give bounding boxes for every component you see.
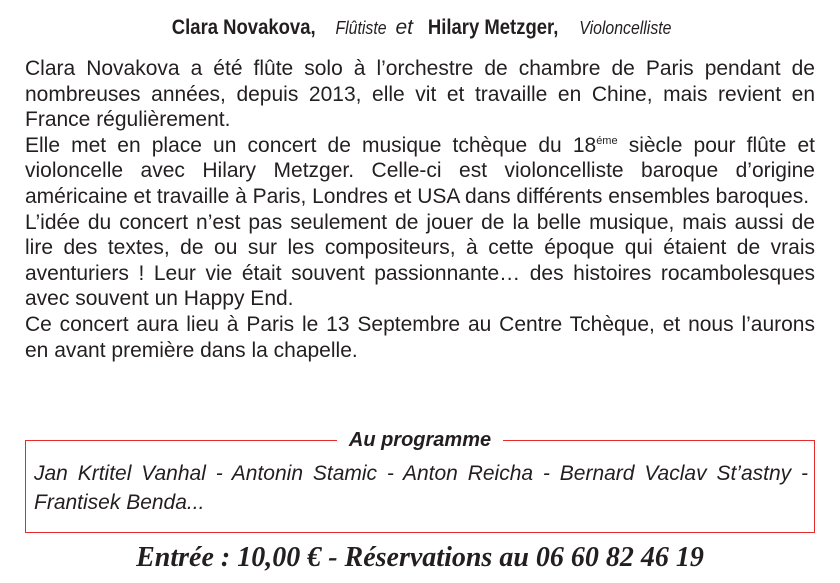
- ordinal-superscript: éme: [596, 134, 618, 147]
- performer-name-1: Clara Novakova,: [172, 16, 316, 39]
- paragraph-1: Clara Novakova a été flûte solo à l’orchestre de chambre de Paris pendant de nombreuses années, depuis 2013, elle vit et travaille en Chine, mais revient en France régulièrement.: [25, 57, 815, 132]
- performer-name-2: Hilary Metzger,: [427, 16, 559, 39]
- programme-box: [25, 429, 815, 533]
- performer-role-2: Violoncelliste: [579, 18, 672, 38]
- programme-title: Au programme: [337, 429, 503, 451]
- paragraph-2: [25, 133, 815, 210]
- header-line: [0, 14, 840, 42]
- programme-composers: Jan Krtitel Vanhal - Antonin Stamic - Anton Reicha - Bernard Vaclav St’astny - Frantisek Benda...: [34, 462, 808, 514]
- paragraph-2-start: Elle met en place un concert de musique tchèque du 18: [25, 133, 597, 157]
- reservation-footer: Entrée : 10,00 € - Réservations au 06 60 82 46 19: [136, 542, 704, 573]
- programme-title-wrapper: [26, 428, 814, 452]
- performer-role-1: Flûtiste: [335, 18, 387, 38]
- article-body: [25, 56, 815, 363]
- paragraph-2-end: siècle pour flûte et violoncelle avec Hilary Metzger. Celle-ci est violoncelliste baroque d’origine américaine et travaille à Paris, Londres et USA dans différents ensembles baroques.: [25, 133, 815, 208]
- paragraph-4: Ce concert aura lieu à Paris le 13 Septembre au Centre Tchèque, et nous l’aurons en avant première dans la chapelle.: [25, 312, 815, 362]
- paragraph-3: L’idée du concert n’est pas seulement de jouer de la belle musique, mais aussi de lire des textes, de ou sur les compositeurs, à cette époque qui étaient de vrais aventuriers ! Leur vie était souvent passionnante… des histoires rocambolesques avec souvent un Happy End.: [25, 210, 815, 311]
- header-conjunction: et: [395, 16, 413, 39]
